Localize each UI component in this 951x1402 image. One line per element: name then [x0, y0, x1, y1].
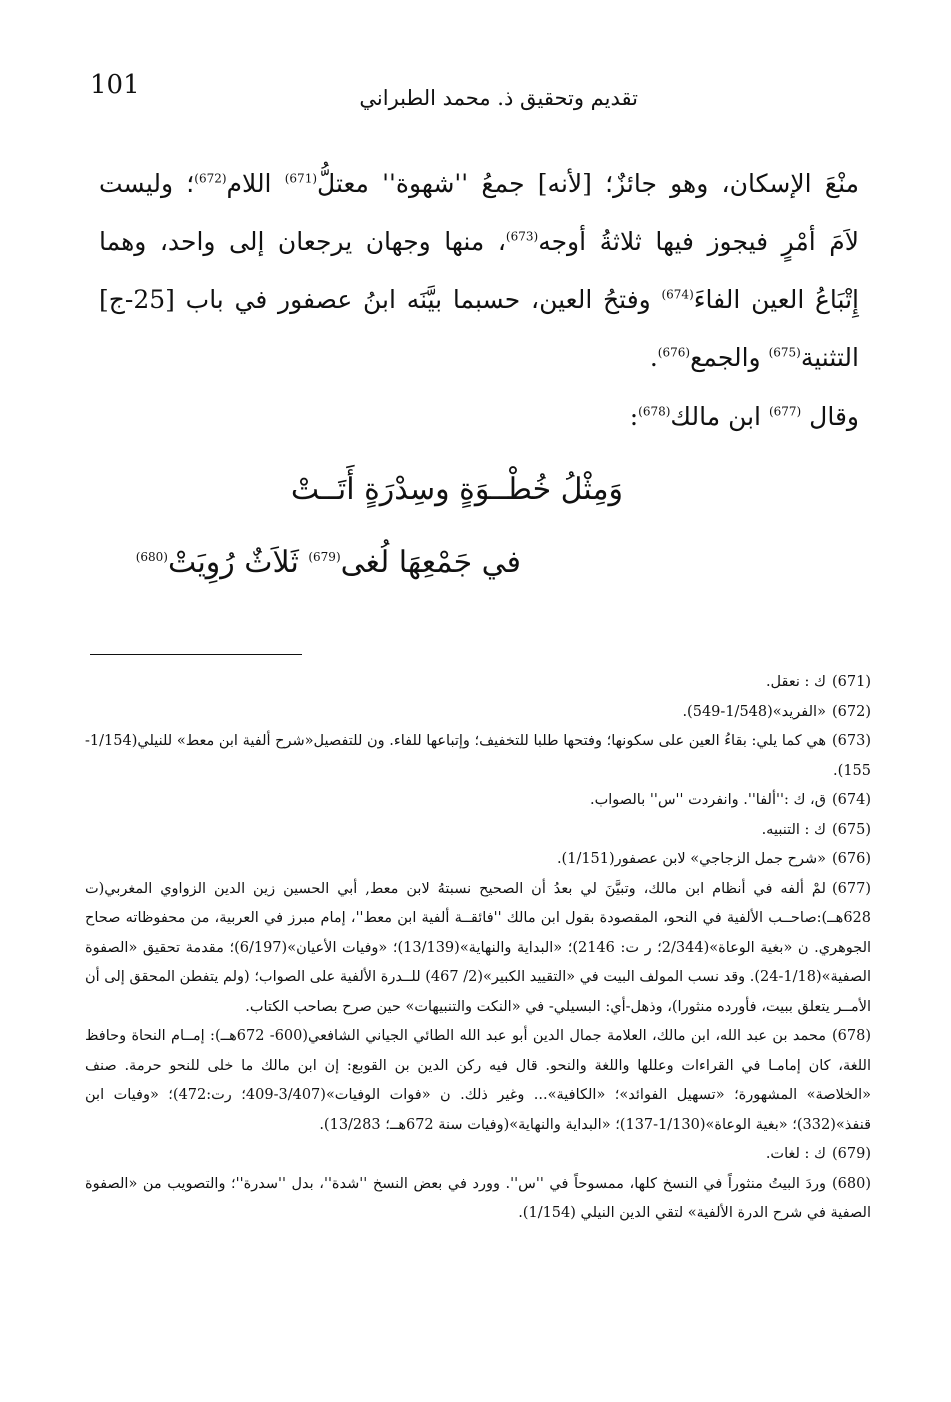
footnote-ref[interactable]: (674) — [661, 287, 694, 302]
text-line: التثنية$^{(675)}$ والجمع$^{(676)}$. — [649, 343, 859, 372]
footnote — [85, 786, 871, 816]
footnote-number: (672) — [831, 703, 871, 720]
footnote-text: محمد بن عبد الله، ابن مالك، العلامة جمال الدين أبو عبد الله الطائي الجياني الشافعي(600- 672هــ): إمــام النحاة وحافظ اللغة، كان إمامـا في القراءات وعللها واللغة والنحو. قال فيه ركن الدين بن القوبع: إن ابن مالك ما خلى للنحو حرمة. صنف «الخلاصة» المشهورة؛ «تسهيل الفوائد»؛ «الكافية»... وغير ذلك. ن «فوات الوفيات»(3/407-409؛ رت:472)؛ «وفيات ابن قنفذ»(332)؛ «بغية الوعاة»(1/130-137)؛ «البداية والنهاية»(وفيات سنة 672هــ؛ 13/283). — [85, 1028, 871, 1133]
footnote-ref[interactable]: (673) — [505, 229, 539, 244]
footnote — [85, 875, 871, 1023]
footnote-number: (674) — [831, 792, 871, 808]
running-header: تقديم وتحقيق ذ. محمد الطبراني — [359, 86, 638, 110]
footnote-number: (679) — [831, 1146, 871, 1162]
footnote-text: ك : التنبيه. — [761, 821, 826, 838]
footnote-text: ق، ك :''ألفا''. وانفردت ''س'' بالصواب. — [590, 792, 826, 808]
footnote-ref[interactable]: (671) — [284, 171, 318, 186]
footnote — [85, 668, 871, 698]
footnote-number: (680) — [831, 1175, 871, 1192]
footnote — [85, 816, 871, 846]
footnote — [85, 1140, 871, 1170]
quote-intro: وقال $^{(677)}$ ابن مالك$^{(678)}$: — [629, 402, 859, 431]
text-line: منْعَ الإسكان، وهو جائزٌ؛ [لأنه] جمعُ ''شهوة'' معتلُّ$^{(671)}$ اللام$^{(672)}$؛ وليست — [99, 169, 860, 198]
footnote-divider — [90, 654, 302, 655]
footnote — [85, 1022, 871, 1140]
footnote-text: «شرح جمل الزجاجي» لابن عصفور(1/151). — [556, 851, 826, 867]
footnote-ref[interactable]: (680) — [135, 550, 168, 564]
text-line: إِتْبَاعُ العين الفاءَ$^{(674)}$ وفتحُ العين، حسبما بيَّنَه ابنُ عصفور في باب [25-ج] — [99, 285, 859, 314]
footnotes — [85, 668, 871, 1229]
text-line: لاَمَ أمْرٍ فيجوز فيها ثلاثةُ أوجه$^{(673)}$، منها وجهان يرجعان إلى واحد، وهما — [99, 227, 859, 256]
footnote-number: (678) — [831, 1028, 871, 1044]
footnote-ref[interactable]: (672) — [194, 171, 227, 186]
footnote-number: (676) — [831, 851, 871, 867]
verse-hemistich-1: وَمِثْلُ خُطْــوَةٍ وسِدْرَةٍ أَتَــتْ — [290, 472, 623, 507]
footnote-ref[interactable]: (679) — [308, 550, 341, 564]
footnote-number: (673) — [831, 733, 871, 749]
footnote — [85, 1170, 871, 1229]
page-number: 101 — [90, 70, 140, 100]
footnote — [85, 845, 871, 875]
footnote-text: ك : لغات. — [765, 1146, 826, 1162]
footnote-text: «الفريد»(1/548-549). — [682, 703, 826, 720]
footnote-text: وردَ البيتُ منثوراً في النسخ كلها، ممسوحاً في ''س''. وورد في بعض النسخ ''شدة''، بدل ''سدرة''؛ والتصويب من «الصفوة الصفية في شرح الدرة الألفية» لتقي الدين النيلي (1/154). — [85, 1175, 871, 1221]
footnote — [85, 727, 871, 786]
footnote-number: (675) — [831, 821, 871, 838]
footnote-text: هي كما يلي: بقاءُ العين على سكونها؛ وفتحها طلبا للتخفيف؛ وإتباعها للفاء. ون للتفصيل«شرح ألفية ابن معط» للنيلي(1/154-155). — [85, 733, 871, 779]
verse-hemistich-2: في جَمْعِهَا لُغى$^{(679)}$ ثَلاَثٌ رُوِيَتْ$^{(680)}$ — [135, 545, 521, 580]
main-text — [99, 155, 859, 387]
footnote-ref[interactable]: (678) — [638, 404, 671, 419]
footnote-ref[interactable]: (676) — [657, 345, 691, 360]
footnote — [85, 698, 871, 728]
footnote-number: (671) — [831, 674, 871, 690]
footnote-text: لمْ ألفه في أنظام ابن مالك، وتبيَّنَ لي بعدُ أن الصحيح نسبتهُ لابن معط, أبي الحسين زين الدين الزواوي المغربي(ت 628هــ):صاحــب الألفية في النحو، المقصودة بقول ابن مالك ''فائقــة ألفية ابن معط''، إمام مبرز في العربية، من محفوظاته صحاح الجوهري. ن «بغية الوعاة»(2/344؛ ر ت: 2146)؛ «البداية والنهاية»(13/139)؛ «وفيات الأعيان»(6/197)؛ مقدمة تحقيق «الصفوة الصفية»(1/18-24). وقد نسب المولف البيت في «التقييد الكبير»(2/ 467) للــدرة الألفية على الصواب؛ (ولم يتفطن المحقق إلى أن الأمــر يتعلق ببيت، فأورده منثورا)، وذهل-أي: البسيلي- في «النكت والتنبيهات» حين صرح بصاحب الكتاب. — [85, 880, 872, 1015]
footnote-text: ك : نعقل. — [765, 674, 826, 690]
footnote-ref[interactable]: (677) — [768, 404, 802, 419]
footnote-ref[interactable]: (675) — [768, 345, 801, 360]
footnote-number: (677) — [831, 880, 871, 897]
